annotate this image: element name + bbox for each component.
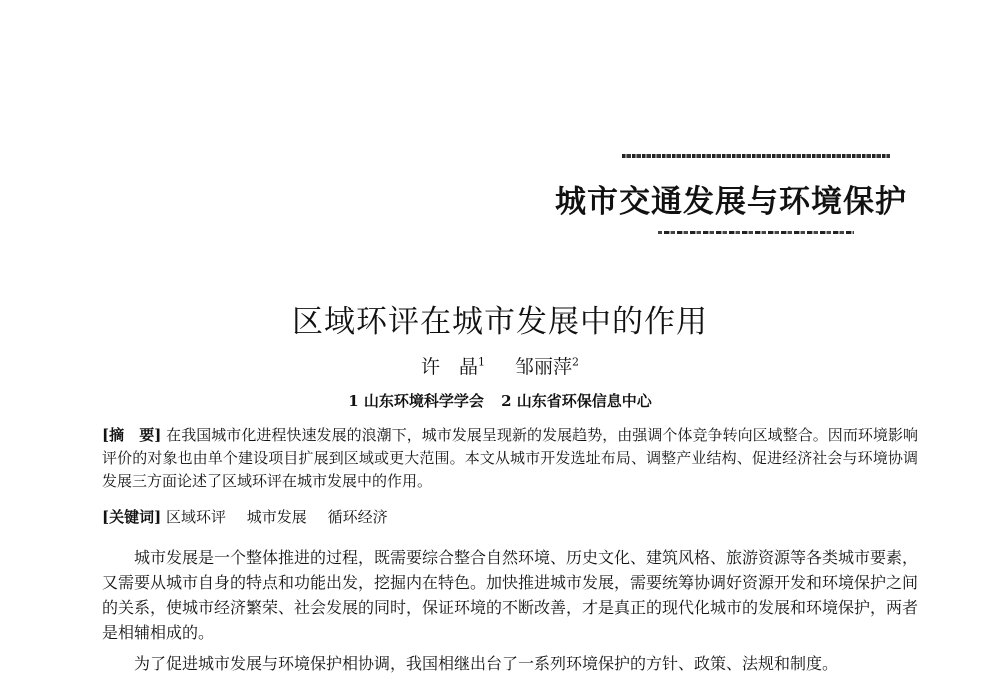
abstract-label: [摘 要] (102, 426, 162, 444)
affiliation-1: 1 山东环境科学学会 (348, 392, 484, 410)
author-affiliation-mark: 2 (572, 355, 580, 369)
body-text (102, 545, 918, 676)
body-paragraph: 城市发展是一个整体推进的过程，既需要综合整合自然环境、历史文化、建筑风格、旅游资源等各类城市要素，又需要从城市自身的特点和功能出发，挖掘内在特色。加快推进城市发展，需要统筹协调好资源开发和环境保护之间的关系，使城市经济繁荣、社会发展的同时，保证环境的不断改善，才是真正的现代化城市的发展和环境保护，两者是相辅相成的。 (102, 548, 919, 642)
keywords (102, 506, 918, 529)
author-2 (515, 352, 579, 379)
keyword: 区域环评 (165, 508, 226, 526)
abstract (102, 424, 918, 493)
keyword: 循环经济 (327, 508, 388, 526)
paper-title: 区域环评在城市发展中的作用 (292, 304, 708, 340)
affiliation-list (0, 390, 1000, 411)
section-title: 城市交通发展与环境保护 (555, 184, 907, 220)
abstract-text: 在我国城市化进程快速发展的浪潮下，城市发展呈现新的发展趋势，由强调个体竞争转向区域整合。因而环境影响评价的对象也由单个建设项目扩展到区域或更大范围。本文从城市开发选址布局、调整产业结构、促进经济社会与环境协调发展三方面论述了区域环评在城市发展中的作用。 (102, 426, 918, 490)
affiliation-2: 2 山东省环保信息中心 (501, 392, 652, 410)
header-decoration-top (622, 154, 890, 158)
keyword: 城市发展 (246, 508, 307, 526)
body-paragraph: 为了促进城市发展与环境保护相协调，我国相继出台了一系列环境保护的方针、政策、法规和制度。 (134, 654, 839, 673)
author-list (0, 352, 1000, 379)
header-decoration-bottom (658, 231, 854, 234)
keywords-label: [关键词] (102, 508, 162, 526)
author-1 (421, 352, 485, 379)
author-name: 邹丽萍 (515, 356, 573, 378)
author-affiliation-mark: 1 (477, 355, 485, 369)
author-name: 许 晶 (420, 356, 478, 378)
